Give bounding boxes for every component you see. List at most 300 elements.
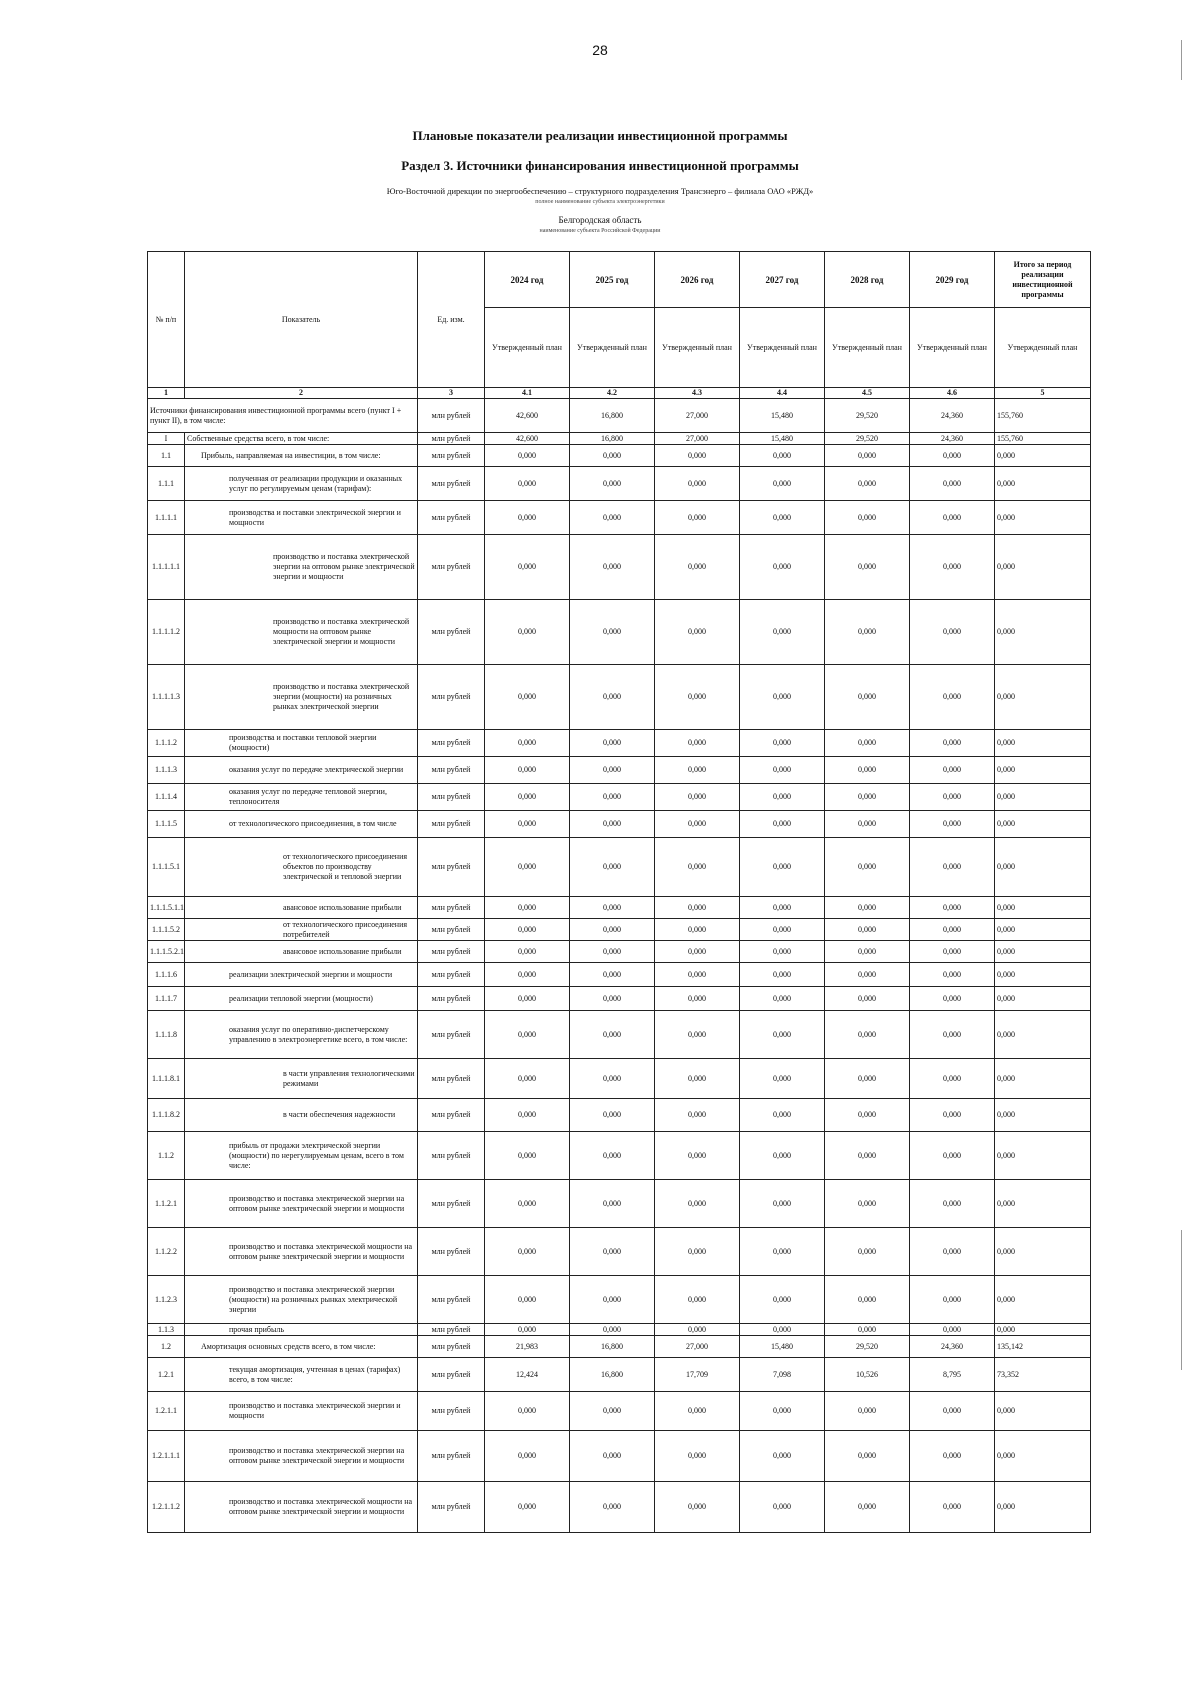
row-value: 0,000	[485, 600, 570, 665]
row-value: 0,000	[910, 445, 995, 467]
row-number: 1.1.3	[148, 1324, 185, 1336]
row-value: 0,000	[910, 1482, 995, 1533]
row-unit: млн рублей	[418, 1482, 485, 1533]
row-value: 0,000	[740, 467, 825, 501]
row-value: 0,000	[655, 501, 740, 535]
row-indicator: Собственные средства всего, в том числе:	[185, 433, 418, 445]
scan-edge-line	[1181, 1230, 1182, 1370]
row-unit: млн рублей	[418, 1180, 485, 1228]
table-row	[148, 1228, 1091, 1276]
row-value: 0,000	[825, 784, 910, 811]
row-unit: млн рублей	[418, 1336, 485, 1358]
row-unit: млн рублей	[418, 1358, 485, 1392]
row-value: 0,000	[655, 838, 740, 897]
row-value: 0,000	[485, 941, 570, 963]
row-value: 0,000	[485, 757, 570, 784]
row-number: 1.1.1.8	[148, 1011, 185, 1059]
table-row	[148, 784, 1091, 811]
row-total-value: 0,000	[995, 600, 1091, 665]
row-indicator: в части обеспечения надежности	[185, 1099, 418, 1132]
row-value: 0,000	[655, 1132, 740, 1180]
row-total-value: 0,000	[995, 838, 1091, 897]
row-value: 0,000	[910, 941, 995, 963]
column-index: 1	[148, 388, 185, 399]
table-row	[148, 467, 1091, 501]
row-value: 0,000	[825, 757, 910, 784]
row-value: 0,000	[570, 897, 655, 919]
row-value: 0,000	[910, 1011, 995, 1059]
row-number: 1.1	[148, 445, 185, 467]
row-unit: млн рублей	[418, 1228, 485, 1276]
row-indicator: Амортизация основных средств всего, в том числе:	[185, 1336, 418, 1358]
row-indicator: оказания услуг по передаче электрической энергии	[185, 757, 418, 784]
row-value: 0,000	[910, 730, 995, 757]
row-value: 24,360	[910, 1336, 995, 1358]
row-value: 0,000	[740, 838, 825, 897]
row-indicator: в части управления технологическими режимами	[185, 1059, 418, 1099]
row-value: 0,000	[655, 897, 740, 919]
table-row	[148, 1059, 1091, 1099]
row-value: 0,000	[825, 838, 910, 897]
table-row	[148, 1431, 1091, 1482]
region-caption: наименование субъекта Российской Федерации	[539, 228, 661, 234]
row-value: 0,000	[740, 941, 825, 963]
row-value: 0,000	[655, 535, 740, 600]
row-value: 21,983	[485, 1336, 570, 1358]
table-row	[148, 665, 1091, 730]
row-total-value: 0,000	[995, 1180, 1091, 1228]
plan-header: Утвержденный план	[740, 308, 825, 388]
row-value: 8,795	[910, 1358, 995, 1392]
row-total-value: 0,000	[995, 1099, 1091, 1132]
row-value: 0,000	[655, 963, 740, 987]
row-value: 0,000	[740, 1132, 825, 1180]
row-value: 0,000	[825, 1324, 910, 1336]
row-value: 0,000	[740, 535, 825, 600]
year-header: 2027 год	[740, 252, 825, 308]
row-indicator: производство и поставка электрической энергии и мощности	[185, 1392, 418, 1431]
row-unit: млн рублей	[418, 838, 485, 897]
row-total-value: 0,000	[995, 963, 1091, 987]
row-total-value: 0,000	[995, 1482, 1091, 1533]
row-total-value: 0,000	[995, 1324, 1091, 1336]
row-value: 16,800	[570, 399, 655, 433]
row-value: 0,000	[825, 987, 910, 1011]
row-total-value: 0,000	[995, 730, 1091, 757]
row-value: 0,000	[910, 535, 995, 600]
row-value: 0,000	[485, 1132, 570, 1180]
row-value: 0,000	[910, 757, 995, 784]
row-value: 0,000	[485, 501, 570, 535]
row-value: 0,000	[825, 1482, 910, 1533]
row-value: 42,600	[485, 399, 570, 433]
row-value: 29,520	[825, 433, 910, 445]
row-value: 0,000	[740, 1099, 825, 1132]
row-unit: млн рублей	[418, 963, 485, 987]
row-unit: млн рублей	[418, 1011, 485, 1059]
row-indicator: от технологического присоединения потребителей	[185, 919, 418, 941]
row-value: 0,000	[825, 941, 910, 963]
row-value: 0,000	[485, 1276, 570, 1324]
year-header: 2025 год	[570, 252, 655, 308]
row-unit: млн рублей	[418, 730, 485, 757]
row-indicator: текущая амортизация, учтенная в ценах (тарифах) всего, в том числе:	[185, 1358, 418, 1392]
row-value: 0,000	[825, 1132, 910, 1180]
row-value: 0,000	[740, 1431, 825, 1482]
row-indicator: прочая прибыль	[185, 1324, 418, 1336]
row-value: 0,000	[570, 1392, 655, 1431]
row-value: 0,000	[485, 784, 570, 811]
row-value: 0,000	[740, 665, 825, 730]
row-value: 0,000	[825, 897, 910, 919]
row-value: 15,480	[740, 399, 825, 433]
row-value: 0,000	[570, 838, 655, 897]
plan-header: Утвержденный план	[655, 308, 740, 388]
column-index: 4.2	[570, 388, 655, 399]
year-header: 2029 год	[910, 252, 995, 308]
row-unit: млн рублей	[418, 919, 485, 941]
row-value: 0,000	[485, 1011, 570, 1059]
total-header: Итого за период реализации инвестиционной программы	[995, 252, 1091, 308]
table-row	[148, 897, 1091, 919]
row-value: 0,000	[570, 1482, 655, 1533]
column-index: 4.4	[740, 388, 825, 399]
row-value: 0,000	[825, 1431, 910, 1482]
row-value: 0,000	[570, 1431, 655, 1482]
row-value: 0,000	[825, 1180, 910, 1228]
row-number: 1.1.1.5.1	[148, 838, 185, 897]
row-value: 0,000	[740, 600, 825, 665]
row-value: 0,000	[485, 897, 570, 919]
row-number: 1.1.1.1.3	[148, 665, 185, 730]
table-row	[148, 1276, 1091, 1324]
row-total-value: 0,000	[995, 467, 1091, 501]
row-value: 0,000	[655, 600, 740, 665]
row-value: 27,000	[655, 399, 740, 433]
row-value: 0,000	[740, 919, 825, 941]
row-indicator: прибыль от продажи электрической энергии (мощности) по нерегулируемым ценам, всего в том числе:	[185, 1132, 418, 1180]
row-value: 0,000	[825, 1099, 910, 1132]
row-indicator: производство и поставка электрической энергии на оптовом рынке электрической энергии и мощности	[185, 1431, 418, 1482]
row-value: 24,360	[910, 433, 995, 445]
row-indicator: полученная от реализации продукции и оказанных услуг по регулируемым ценам (тарифам):	[185, 467, 418, 501]
row-value: 0,000	[485, 1228, 570, 1276]
row-indicator: производство и поставка электрической энергии (мощности) на розничных рынках электрической энергии	[185, 665, 418, 730]
row-unit: млн рублей	[418, 1099, 485, 1132]
row-value: 0,000	[570, 811, 655, 838]
row-indicator: оказания услуг по передаче тепловой энергии, теплоносителя	[185, 784, 418, 811]
row-value: 0,000	[485, 665, 570, 730]
row-value: 0,000	[740, 1324, 825, 1336]
row-unit: млн рублей	[418, 467, 485, 501]
row-value: 0,000	[485, 1431, 570, 1482]
row-value: 0,000	[485, 467, 570, 501]
table-row	[148, 1336, 1091, 1358]
row-value: 0,000	[570, 1276, 655, 1324]
row-value: 0,000	[485, 730, 570, 757]
row-total-value: 0,000	[995, 987, 1091, 1011]
row-value: 0,000	[655, 665, 740, 730]
row-value: 7,098	[740, 1358, 825, 1392]
row-unit: млн рублей	[418, 600, 485, 665]
row-value: 0,000	[910, 1132, 995, 1180]
row-indicator: авансовое использование прибыли	[185, 941, 418, 963]
row-total-value: 155,760	[995, 433, 1091, 445]
row-value: 0,000	[825, 1228, 910, 1276]
table-row	[148, 730, 1091, 757]
row-total-value: 0,000	[995, 897, 1091, 919]
row-value: 0,000	[740, 501, 825, 535]
row-value: 0,000	[655, 1011, 740, 1059]
row-number: 1.2.1.1	[148, 1392, 185, 1431]
row-number: 1.2	[148, 1336, 185, 1358]
year-header: 2028 год	[825, 252, 910, 308]
row-value: 0,000	[570, 501, 655, 535]
table-row	[148, 600, 1091, 665]
row-unit: млн рублей	[418, 1431, 485, 1482]
row-value: 0,000	[655, 1392, 740, 1431]
row-value: 27,000	[655, 1336, 740, 1358]
table-row	[148, 1180, 1091, 1228]
subject-caption: полное наименование субъекта электроэнергетики	[535, 199, 665, 205]
row-value: 0,000	[570, 757, 655, 784]
col-number-header: № п/п	[148, 252, 185, 388]
document-title: Плановые показатели реализации инвестиционной программы	[412, 128, 788, 143]
row-value: 0,000	[570, 535, 655, 600]
row-total-value: 0,000	[995, 1431, 1091, 1482]
row-value: 0,000	[485, 1059, 570, 1099]
row-value: 0,000	[740, 811, 825, 838]
row-value: 0,000	[655, 757, 740, 784]
table-row	[148, 963, 1091, 987]
row-number: 1.2.1	[148, 1358, 185, 1392]
row-value: 27,000	[655, 433, 740, 445]
plan-header: Утвержденный план	[910, 308, 995, 388]
row-total-value: 0,000	[995, 1132, 1091, 1180]
row-number: 1.1.2.1	[148, 1180, 185, 1228]
row-value: 0,000	[910, 1228, 995, 1276]
row-value: 0,000	[570, 665, 655, 730]
column-index: 4.6	[910, 388, 995, 399]
row-unit: млн рублей	[418, 1132, 485, 1180]
row-value: 0,000	[570, 1059, 655, 1099]
row-value: 0,000	[655, 784, 740, 811]
row-value: 0,000	[655, 1324, 740, 1336]
row-value: 0,000	[485, 1482, 570, 1533]
row-value: 16,800	[570, 433, 655, 445]
row-value: 0,000	[740, 730, 825, 757]
row-value: 0,000	[740, 1011, 825, 1059]
row-unit: млн рублей	[418, 811, 485, 838]
row-indicator: производство и поставка электрической энергии на оптовом рынке электрической энергии и мощности	[185, 535, 418, 600]
row-number: 1.2.1.1.1	[148, 1431, 185, 1482]
row-unit: млн рублей	[418, 399, 485, 433]
row-indicator: от технологического присоединения объектов по производству электрической и тепловой энергии	[185, 838, 418, 897]
row-value: 0,000	[740, 784, 825, 811]
row-value: 0,000	[740, 897, 825, 919]
row-value: 17,709	[655, 1358, 740, 1392]
row-total-value: 0,000	[995, 665, 1091, 730]
row-value: 0,000	[570, 467, 655, 501]
row-indicator: производство и поставка электрической мощности на оптовом рынке электрической энергии и мощности	[185, 1228, 418, 1276]
table-row	[148, 433, 1091, 445]
row-value: 0,000	[570, 445, 655, 467]
row-number: 1.2.1.1.2	[148, 1482, 185, 1533]
row-value: 0,000	[910, 1059, 995, 1099]
row-value: 0,000	[825, 811, 910, 838]
row-value: 0,000	[825, 730, 910, 757]
row-value: 0,000	[655, 1228, 740, 1276]
row-indicator: оказания услуг по оперативно-диспетчерскому управлению в электроэнергетике всего, в том числе:	[185, 1011, 418, 1059]
row-value: 0,000	[740, 1392, 825, 1431]
plan-header: Утвержденный план	[485, 308, 570, 388]
row-unit: млн рублей	[418, 1276, 485, 1324]
section-title: Раздел 3. Источники финансирования инвестиционной программы	[401, 158, 799, 173]
row-value: 0,000	[740, 987, 825, 1011]
row-number: 1.1.2.2	[148, 1228, 185, 1276]
row-number: 1.1.1.5.2.1	[148, 941, 185, 963]
row-value: 0,000	[485, 1324, 570, 1336]
column-index: 2	[185, 388, 418, 399]
row-value: 0,000	[910, 501, 995, 535]
row-value: 0,000	[570, 1228, 655, 1276]
row-total-value: 0,000	[995, 501, 1091, 535]
row-total-value: 0,000	[995, 1276, 1091, 1324]
row-indicator: реализации тепловой энергии (мощности)	[185, 987, 418, 1011]
row-value: 0,000	[485, 535, 570, 600]
col-indicator-header: Показатель	[185, 252, 418, 388]
row-value: 0,000	[910, 987, 995, 1011]
row-number: 1.1.1.4	[148, 784, 185, 811]
row-value: 0,000	[655, 730, 740, 757]
row-value: 0,000	[825, 1011, 910, 1059]
table-row	[148, 1132, 1091, 1180]
row-number: 1.1.1.7	[148, 987, 185, 1011]
table-row	[148, 1324, 1091, 1336]
table-row	[148, 1011, 1091, 1059]
row-number: 1.1.2	[148, 1132, 185, 1180]
row-value: 0,000	[655, 1180, 740, 1228]
row-value: 0,000	[485, 1392, 570, 1431]
row-unit: млн рублей	[418, 1059, 485, 1099]
row-value: 0,000	[740, 1228, 825, 1276]
row-indicator: Прибыль, направляемая на инвестиции, в том числе:	[185, 445, 418, 467]
row-value: 0,000	[655, 811, 740, 838]
row-total-value: 0,000	[995, 811, 1091, 838]
row-unit: млн рублей	[418, 535, 485, 600]
row-unit: млн рублей	[418, 784, 485, 811]
row-total-value: 0,000	[995, 445, 1091, 467]
row-value: 0,000	[485, 445, 570, 467]
row-unit: млн рублей	[418, 665, 485, 730]
row-value: 0,000	[485, 811, 570, 838]
row-value: 0,000	[910, 600, 995, 665]
row-value: 29,520	[825, 1336, 910, 1358]
row-number: 1.1.1.6	[148, 963, 185, 987]
row-unit: млн рублей	[418, 1392, 485, 1431]
row-value: 0,000	[485, 1099, 570, 1132]
row-value: 0,000	[655, 1099, 740, 1132]
table-row	[148, 1358, 1091, 1392]
row-number: 1.1.1.3	[148, 757, 185, 784]
row-value: 0,000	[740, 445, 825, 467]
row-value: 0,000	[570, 963, 655, 987]
row-indicator: производство и поставка электрической мощности на оптовом рынке электрической энергии и мощности	[185, 600, 418, 665]
row-number: I	[148, 433, 185, 445]
row-value: 0,000	[825, 501, 910, 535]
table-row	[148, 1482, 1091, 1533]
table-row	[148, 1392, 1091, 1431]
row-value: 0,000	[910, 1324, 995, 1336]
row-unit: млн рублей	[418, 987, 485, 1011]
row-unit: млн рублей	[418, 501, 485, 535]
page-number: 28	[592, 42, 608, 58]
column-index: 3	[418, 388, 485, 399]
column-index: 4.1	[485, 388, 570, 399]
row-value: 0,000	[570, 1180, 655, 1228]
row-value: 0,000	[825, 1059, 910, 1099]
row-value: 0,000	[655, 445, 740, 467]
row-number: 1.1.1.1	[148, 501, 185, 535]
financing-sources-table	[147, 251, 1091, 1533]
row-value: 0,000	[570, 1132, 655, 1180]
row-total-value: 0,000	[995, 919, 1091, 941]
table-row	[148, 535, 1091, 600]
row-value: 0,000	[910, 467, 995, 501]
row-unit: млн рублей	[418, 941, 485, 963]
year-header: 2026 год	[655, 252, 740, 308]
row-value: 0,000	[910, 1180, 995, 1228]
plan-header: Утвержденный план	[570, 308, 655, 388]
row-value: 0,000	[655, 987, 740, 1011]
row-number: 1.1.1.2	[148, 730, 185, 757]
row-value: 0,000	[740, 963, 825, 987]
row-number: 1.1.1.5.2	[148, 919, 185, 941]
row-value: 29,520	[825, 399, 910, 433]
row-value: 0,000	[655, 467, 740, 501]
table-row	[148, 757, 1091, 784]
row-total-value: 0,000	[995, 757, 1091, 784]
row-indicator: реализации электрической энергии и мощности	[185, 963, 418, 987]
row-value: 42,600	[485, 433, 570, 445]
col-unit-header: Ед. изм.	[418, 252, 485, 388]
row-value: 0,000	[825, 963, 910, 987]
row-indicator: от технологического присоединения, в том числе	[185, 811, 418, 838]
row-value: 0,000	[825, 467, 910, 501]
row-unit: млн рублей	[418, 757, 485, 784]
row-total-value: 0,000	[995, 535, 1091, 600]
row-unit: млн рублей	[418, 1324, 485, 1336]
row-unit: млн рублей	[418, 433, 485, 445]
row-value: 0,000	[740, 757, 825, 784]
row-value: 0,000	[485, 1180, 570, 1228]
row-value: 0,000	[740, 1482, 825, 1533]
table-row	[148, 811, 1091, 838]
row-total-value: 73,352	[995, 1358, 1091, 1392]
column-index: 4.3	[655, 388, 740, 399]
row-indicator: авансовое использование прибыли	[185, 897, 418, 919]
row-value: 0,000	[570, 784, 655, 811]
row-indicator: производство и поставка электрической энергии на оптовом рынке электрической энергии и мощности	[185, 1180, 418, 1228]
row-total-value: 0,000	[995, 1011, 1091, 1059]
row-indicator: производства и поставки тепловой энергии (мощности)	[185, 730, 418, 757]
row-total-value: 135,142	[995, 1336, 1091, 1358]
row-value: 0,000	[485, 987, 570, 1011]
table-row	[148, 941, 1091, 963]
row-total-value: 0,000	[995, 1228, 1091, 1276]
column-index: 5	[995, 388, 1091, 399]
plan-header: Утвержденный план	[825, 308, 910, 388]
